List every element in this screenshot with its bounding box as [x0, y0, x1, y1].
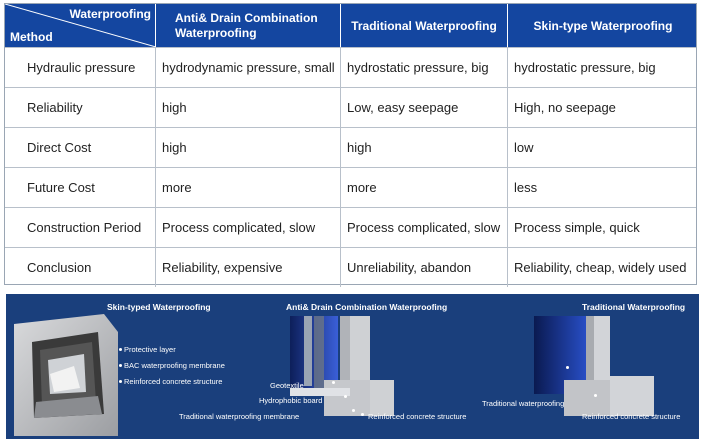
table-cell: hydrostatic pressure, big: [514, 60, 656, 75]
table-row: [5, 127, 696, 167]
table-cell: more: [156, 168, 341, 207]
label-reinforced-concrete-3: Reinforced concrete structure: [582, 412, 681, 421]
table-row: [5, 87, 696, 127]
table-cell: hydrodynamic pressure, small: [156, 48, 341, 87]
callout-dot: [119, 348, 122, 351]
table-cell: high: [156, 88, 341, 127]
skin-type-title: Skin-typed Waterproofing: [107, 302, 211, 312]
table-row: [5, 247, 696, 287]
table-cell: Process complicated, slow: [341, 208, 508, 247]
callout-dot: [352, 409, 355, 412]
row-label: Reliability: [5, 88, 156, 127]
table-cell: less: [514, 180, 538, 195]
callout-dot: [566, 366, 569, 369]
diagram-panel: [6, 294, 699, 439]
label-traditional-membrane: Traditional waterproofing membrane: [179, 412, 300, 421]
column-header-traditional: Traditional Waterproofing: [341, 4, 508, 47]
skin-type-illustration: [14, 314, 118, 436]
label-traditional-waterproofing: Traditional waterproofing: [482, 399, 565, 408]
traditional-title: Traditional Waterproofing: [582, 302, 686, 312]
table-cell: hydrostatic pressure, big: [341, 48, 508, 87]
table-cell: High, no seepage: [514, 100, 616, 115]
table-cell: Reliability, expensive: [156, 248, 341, 287]
callout-dot: [119, 364, 122, 367]
callout-dot: [361, 413, 364, 416]
corner-label-method: Method: [10, 30, 53, 44]
table-cell: high: [156, 128, 341, 167]
callout-dot: [594, 394, 597, 397]
row-label: Construction Period: [5, 208, 156, 247]
table-cell: high: [341, 128, 508, 167]
table-row: [5, 207, 696, 247]
row-label: Hydraulic pressure: [5, 48, 156, 87]
table-cell: Process simple, quick: [514, 220, 640, 235]
table-cell: more: [341, 168, 508, 207]
label-geotextile: Geotextile: [270, 381, 304, 390]
table-row: [5, 167, 696, 207]
corner-label-waterproofing: Waterproofing: [69, 7, 151, 21]
callout-dot: [344, 395, 347, 398]
corner-header-cell: [5, 4, 156, 47]
anti-drain-title: Anti& Drain Combination Waterproofing: [286, 302, 448, 312]
table-header-row: [5, 4, 696, 47]
table-cell: low: [514, 140, 534, 155]
table-cell: Process complicated, slow: [156, 208, 341, 247]
row-label: Direct Cost: [5, 128, 156, 167]
table-cell: Low, easy seepage: [341, 88, 508, 127]
callout-dot: [332, 381, 335, 384]
callout-dot: [119, 380, 122, 383]
table-row: [5, 47, 696, 87]
table-cell: Unreliability, abandon: [341, 248, 508, 287]
label-bac-membrane: BAC waterproofing membrane: [124, 361, 225, 370]
label-reinforced-concrete-2: Reinforced concrete structure: [368, 412, 467, 421]
column-header-skin-type: Skin-type Waterproofing: [533, 18, 673, 33]
label-reinforced-concrete: Reinforced concrete structure: [124, 377, 223, 386]
label-protective-layer: Protective layer: [124, 345, 176, 354]
row-label: Conclusion: [5, 248, 156, 287]
label-hydrophobic-board: Hydrophobic board: [259, 396, 323, 405]
column-header-anti-drain: Anti& Drain Combination Waterproofing: [156, 4, 341, 47]
table-cell: Reliability, cheap, widely used: [514, 260, 687, 275]
row-label: Future Cost: [5, 168, 156, 207]
comparison-table: [4, 3, 697, 285]
